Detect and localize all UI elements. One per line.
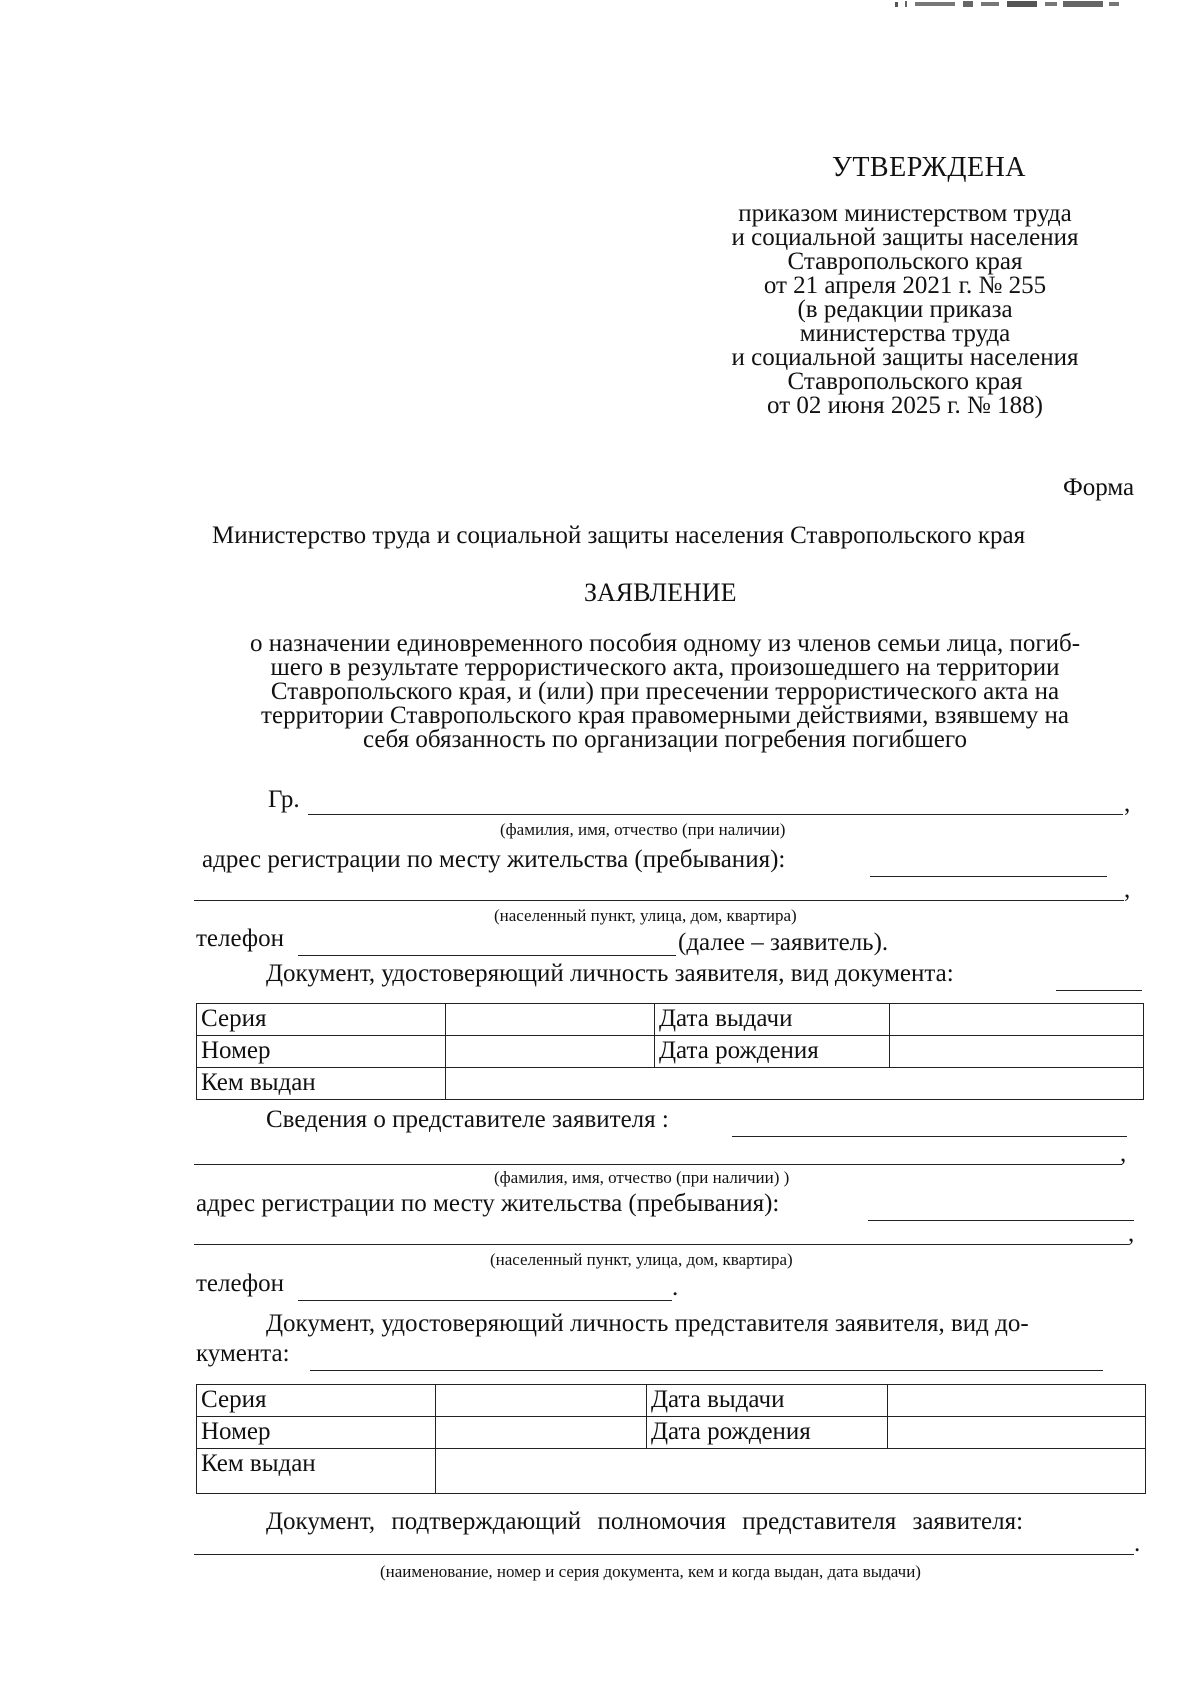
representative-phone-label: телефон	[196, 1270, 284, 1297]
birth-date-cell[interactable]	[888, 1417, 1146, 1449]
issue-date-cell[interactable]	[890, 1004, 1144, 1036]
issue-date-label: Дата выдачи	[647, 1385, 888, 1417]
series-label: Серия	[197, 1004, 446, 1036]
representative-fio-hint: (фамилия, имя, отчество (при наличии) )	[494, 1168, 790, 1187]
approval-line: Ставропольского края	[787, 368, 1023, 395]
number-cell[interactable]	[446, 1036, 655, 1068]
approval-line: Ставропольского края	[787, 248, 1023, 275]
number-label: Номер	[197, 1036, 446, 1068]
table-row	[197, 1417, 1146, 1449]
scan-artifact	[895, 0, 1145, 9]
birth-date-label: Дата рождения	[655, 1036, 890, 1068]
issue-date-cell[interactable]	[888, 1385, 1146, 1417]
series-label: Серия	[197, 1385, 436, 1417]
subtitle-line: о назначении единовременного пособия одному из членов семьи лица, погиб-	[249, 630, 1081, 657]
representative-info-input-line-1[interactable]	[732, 1136, 1127, 1137]
issued-by-cell[interactable]	[436, 1449, 1146, 1494]
issue-date-label: Дата выдачи	[655, 1004, 890, 1036]
number-label: Номер	[197, 1417, 436, 1449]
series-cell[interactable]	[436, 1385, 647, 1417]
representative-id-doc-type-input-line[interactable]	[310, 1370, 1103, 1371]
table-row	[197, 1385, 1146, 1417]
birth-date-label: Дата рождения	[647, 1417, 888, 1449]
approval-line: от 02 июня 2025 г. № 188)	[767, 392, 1043, 419]
representative-address-label: адрес регистрации по месту жительства (пребывания):	[196, 1190, 780, 1217]
issued-by-cell[interactable]	[446, 1068, 1144, 1100]
address-input-line-1[interactable]	[870, 876, 1107, 877]
representative-address-input-line-2[interactable]	[194, 1244, 1129, 1245]
comma: ,	[1124, 876, 1131, 903]
comma: ,	[1128, 1220, 1135, 1247]
approval-line: от 21 апреля 2021 г. № 255	[763, 272, 1047, 299]
subtitle-line: шего в результате террористического акта, произошедшего на территории	[270, 654, 1060, 681]
page-title: ЗАЯВЛЕНИЕ	[584, 578, 737, 607]
address-label: адрес регистрации по месту жительства (пребывания):	[202, 846, 786, 873]
representative-address-hint: (населенный пункт, улица, дом, квартира)	[490, 1250, 793, 1269]
representative-info-label: Сведения о представителе заявителя :	[266, 1106, 669, 1133]
series-cell[interactable]	[446, 1004, 655, 1036]
gr-label: Гр.	[268, 786, 300, 813]
approval-line: и социальной защиты населения	[731, 344, 1079, 371]
authority-doc-label: Документ, подтверждающий полномочия представителя заявителя:	[266, 1508, 1024, 1535]
ministry-name: Министерство труда и социальной защиты населения Ставропольского края	[212, 522, 1026, 549]
representative-id-doc-label-cont: кумента:	[196, 1340, 290, 1367]
address-input-line-2[interactable]	[194, 900, 1124, 901]
authority-doc-input-line[interactable]	[194, 1554, 1134, 1555]
subtitle-line: Ставропольского края, и (или) при пресечении террористического акта на	[270, 678, 1060, 705]
phone-input-line[interactable]	[298, 955, 676, 956]
comma: ,	[1124, 790, 1131, 817]
address-hint: (населенный пункт, улица, дом, квартира)	[494, 906, 797, 925]
representative-address-input-line-1[interactable]	[868, 1220, 1134, 1221]
representative-info-input-line-2[interactable]	[194, 1164, 1122, 1165]
form-label: Форма	[1063, 474, 1135, 501]
birth-date-cell[interactable]	[890, 1036, 1144, 1068]
table-row	[197, 1036, 1144, 1068]
approval-line: министерства труда	[799, 320, 1011, 347]
id-doc-type-input-line[interactable]	[1056, 990, 1142, 991]
representative-id-doc-label: Документ, удостоверяющий личность представителя заявителя, вид до-	[266, 1310, 1029, 1337]
representative-phone-suffix: .	[672, 1274, 679, 1301]
phone-label: телефон	[196, 925, 284, 952]
table-row	[197, 1004, 1144, 1036]
representative-id-table	[196, 1384, 1146, 1494]
approved-stamp-title: УТВЕРЖДЕНА	[832, 152, 1027, 183]
phone-suffix: (далее – заявитель).	[678, 929, 889, 956]
fio-input-line[interactable]	[308, 814, 1123, 815]
approval-block	[700, 202, 1110, 418]
fio-hint: (фамилия, имя, отчество (при наличии)	[500, 820, 786, 839]
table-row	[197, 1068, 1144, 1100]
id-doc-label: Документ, удостоверяющий личность заявителя, вид документа:	[266, 960, 954, 987]
subtitle-line: территории Ставропольского края правомерными действиями, взявшему на	[261, 702, 1069, 729]
approval-line: и социальной защиты населения	[731, 224, 1079, 251]
approval-line: (в редакции приказа	[797, 296, 1013, 323]
authority-doc-hint: (наименование, номер и серия документа, кем и когда выдан, дата выдачи)	[380, 1562, 921, 1581]
issued-by-label: Кем выдан	[197, 1449, 436, 1494]
approval-line: приказом министерством труда	[738, 200, 1072, 227]
representative-phone-input-line[interactable]	[298, 1300, 672, 1301]
issued-by-label: Кем выдан	[197, 1068, 446, 1100]
table-row	[197, 1449, 1146, 1494]
applicant-id-table	[196, 1003, 1144, 1100]
subtitle-line: себя обязанность по организации погребения погибшего	[363, 726, 967, 753]
statement-subtitle	[190, 632, 1140, 752]
comma: ,	[1120, 1140, 1127, 1167]
period: .	[1134, 1530, 1141, 1557]
number-cell[interactable]	[436, 1417, 647, 1449]
